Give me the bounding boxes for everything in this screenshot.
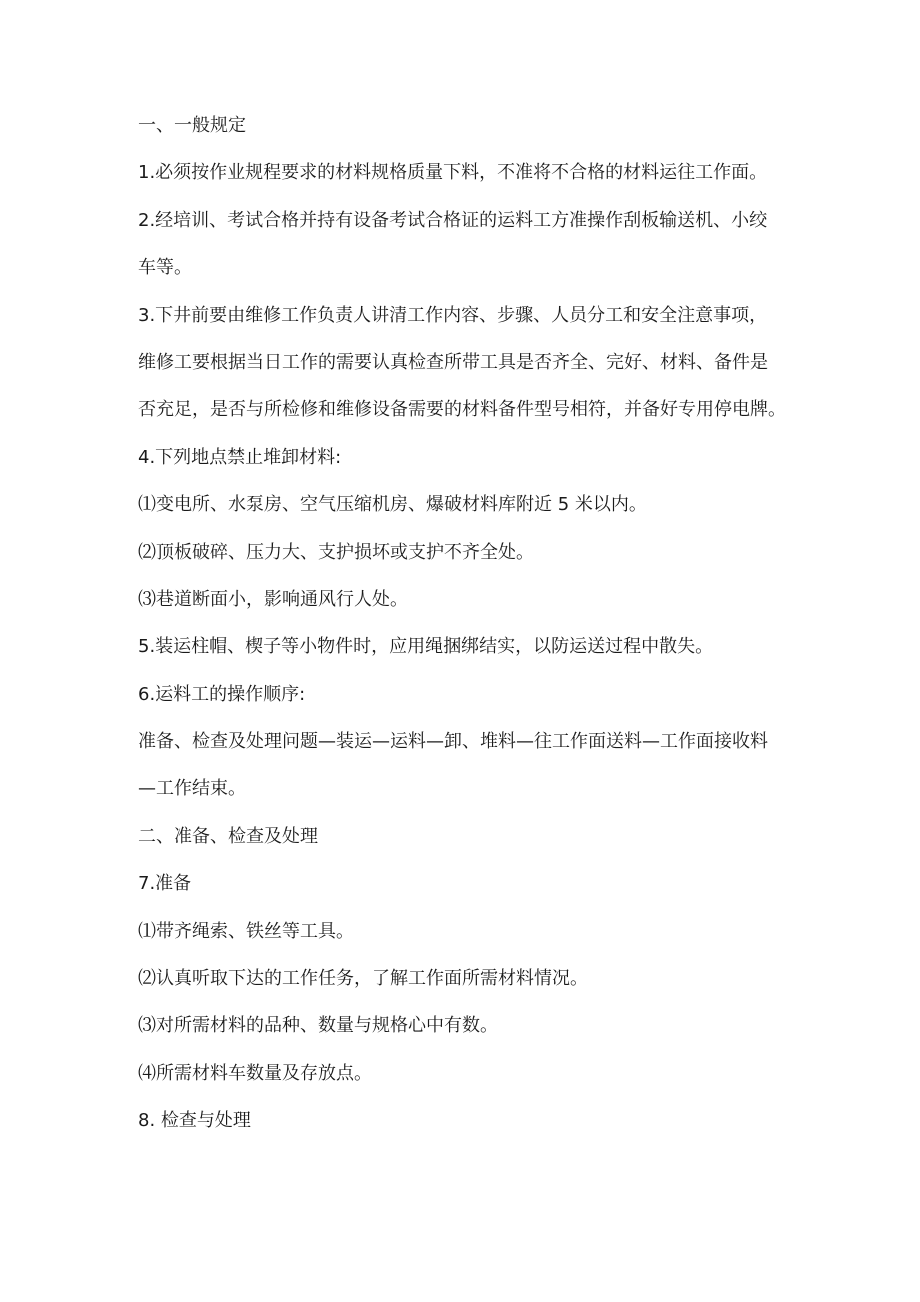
document-body	[138, 114, 798, 1157]
subheading-prepare: 7.准备	[138, 873, 192, 895]
paragraph-line: 4.下列地点禁止堆卸材料:	[138, 446, 342, 468]
paragraph-line: 6.运料工的操作顺序:	[138, 683, 306, 705]
list-item: ⑵认真听取下达的工作任务，了解工作面所需材料情况。	[138, 968, 588, 990]
paragraph-line: 1.必须按作业规程要求的材料规格质量下料，不准将不合格的材料运往工作面。	[138, 162, 768, 184]
list-item: ⑶巷道断面小，影响通风行人处。	[138, 588, 408, 610]
paragraph-line: 5.装运柱帽、楔子等小物件时，应用绳捆绑结实，以防运送过程中散失。	[138, 636, 714, 658]
list-item: ⑴变电所、水泵房、空气压缩机房、爆破材料库附近 5 米以内。	[138, 494, 647, 516]
paragraph-line: 维修工要根据当日工作的需要认真检查所带工具是否齐全、完好、材料、备件是	[138, 351, 768, 373]
list-item: ⑶对所需材料的品种、数量与规格心中有数。	[138, 1015, 498, 1037]
paragraph-line: 3.下井前要由维修工作负责人讲清工作内容、步骤、人员分工和安全注意事项，	[138, 304, 768, 326]
paragraph-line: —工作结束。	[138, 778, 246, 800]
section-heading-preparation: 二、准备、检查及处理	[138, 825, 318, 847]
section-heading-general: 一、一般规定	[138, 115, 246, 136]
paragraph-line: 2.经培训、考试合格并持有设备考试合格证的运料工方准操作刮板输送机、小绞	[138, 209, 768, 231]
paragraph-line: 否充足，是否与所检修和维修设备需要的材料备件型号相符，并备好专用停电牌。	[138, 399, 786, 421]
paragraph-line: 准备、检查及处理问题—装运—运料—卸、堆料—往工作面送料—工作面接收料	[138, 731, 768, 753]
paragraph-line: 车等。	[138, 257, 192, 279]
list-item: ⑴带齐绳索、铁丝等工具。	[138, 920, 354, 942]
list-item: ⑷所需材料车数量及存放点。	[138, 1062, 372, 1084]
list-item: ⑵顶板破碎、压力大、支护损坏或支护不齐全处。	[138, 541, 534, 563]
subheading-inspection: 8. 检查与处理	[138, 1110, 251, 1132]
